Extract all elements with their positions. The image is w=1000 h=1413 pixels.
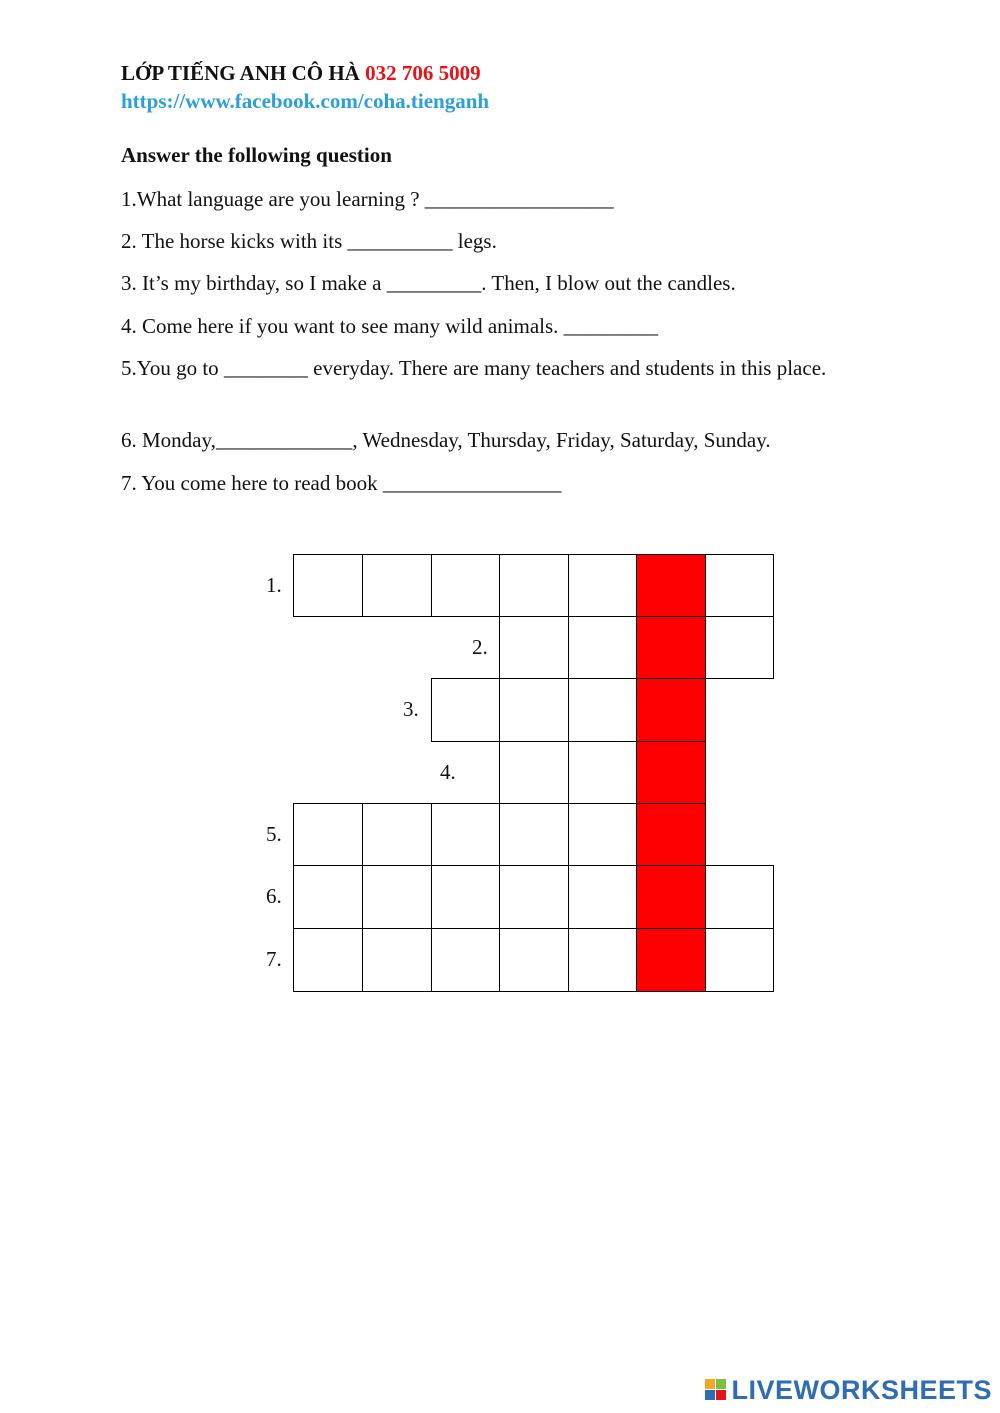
crossword-row-label-7: 7. [266, 947, 282, 971]
crossword-cell[interactable] [362, 928, 432, 992]
crossword-cell[interactable] [431, 554, 500, 617]
logo-square [705, 1390, 715, 1400]
crossword-cell[interactable] [499, 928, 569, 992]
question-6: 6. Monday,_____________, Wednesday, Thursday, Friday, Saturday, Sunday. [121, 428, 771, 452]
crossword-cell[interactable] [362, 554, 432, 617]
crossword-cell[interactable] [499, 741, 569, 804]
crossword-key-cell [636, 741, 706, 804]
crossword-cell[interactable] [499, 803, 569, 866]
question-5: 5.You go to ________ everyday. There are many teachers and students in this place. [121, 356, 827, 380]
crossword-cell[interactable] [362, 865, 432, 929]
question-2: 2. The horse kicks with its __________ legs. [121, 229, 497, 253]
phone-number: 032 706 5009 [365, 61, 481, 85]
crossword-row-label-3: 3. [403, 697, 419, 721]
crossword-cell[interactable] [431, 678, 500, 742]
crossword-cell[interactable] [293, 928, 363, 992]
liveworksheets-logo-icon [705, 1379, 727, 1401]
crossword-key-cell [636, 616, 706, 679]
question-7: 7. You come here to read book _________________ [121, 471, 562, 495]
crossword-cell[interactable] [568, 741, 637, 804]
instruction-heading: Answer the following question [121, 143, 392, 167]
crossword-cell[interactable] [293, 554, 363, 617]
logo-square [716, 1390, 726, 1400]
crossword-cell[interactable] [431, 865, 500, 929]
question-3: 3. It’s my birthday, so I make a _________. Then, I blow out the candles. [121, 271, 736, 295]
brand-name: LIVEWORKSHEETS [731, 1374, 992, 1405]
crossword-key-cell [636, 865, 706, 929]
crossword-cell[interactable] [431, 803, 500, 866]
crossword-cell[interactable] [293, 865, 363, 929]
crossword-cell[interactable] [705, 865, 774, 929]
crossword-cell[interactable] [293, 803, 363, 866]
crossword-cell[interactable] [499, 616, 569, 679]
crossword-cell[interactable] [705, 616, 774, 679]
crossword-cell[interactable] [705, 928, 774, 992]
crossword-cell[interactable] [568, 865, 637, 929]
crossword-cell[interactable] [362, 803, 432, 866]
crossword-cell[interactable] [568, 616, 637, 679]
crossword-cell[interactable] [568, 803, 637, 866]
crossword-cell[interactable] [431, 928, 500, 992]
crossword-row-label-5: 5. [266, 822, 282, 846]
logo-square [716, 1379, 726, 1389]
crossword-key-cell [636, 928, 706, 992]
crossword-row-label-1: 1. [266, 573, 282, 597]
crossword-cell[interactable] [568, 678, 637, 742]
crossword-cell[interactable] [568, 928, 637, 992]
crossword-row-label-4: 4. [440, 760, 456, 784]
question-1: 1.What language are you learning ? __________________ [121, 187, 614, 211]
facebook-link[interactable]: https://www.facebook.com/coha.tienganh [121, 89, 490, 113]
class-name: LỚP TIẾNG ANH CÔ HÀ [121, 61, 360, 85]
crossword-key-cell [636, 803, 706, 866]
crossword-key-cell [636, 678, 706, 742]
crossword-cell[interactable] [705, 554, 774, 617]
logo-square [705, 1379, 715, 1389]
crossword-cell[interactable] [499, 554, 569, 617]
crossword-row-label-6: 6. [266, 884, 282, 908]
question-4: 4. Come here if you want to see many wild animals. _________ [121, 314, 659, 338]
crossword-cell[interactable] [499, 678, 569, 742]
liveworksheets-brand [705, 1375, 992, 1405]
crossword-cell[interactable] [568, 554, 637, 617]
crossword-key-cell [636, 554, 706, 617]
crossword-cell[interactable] [499, 865, 569, 929]
crossword-row-label-2: 2. [472, 635, 488, 659]
